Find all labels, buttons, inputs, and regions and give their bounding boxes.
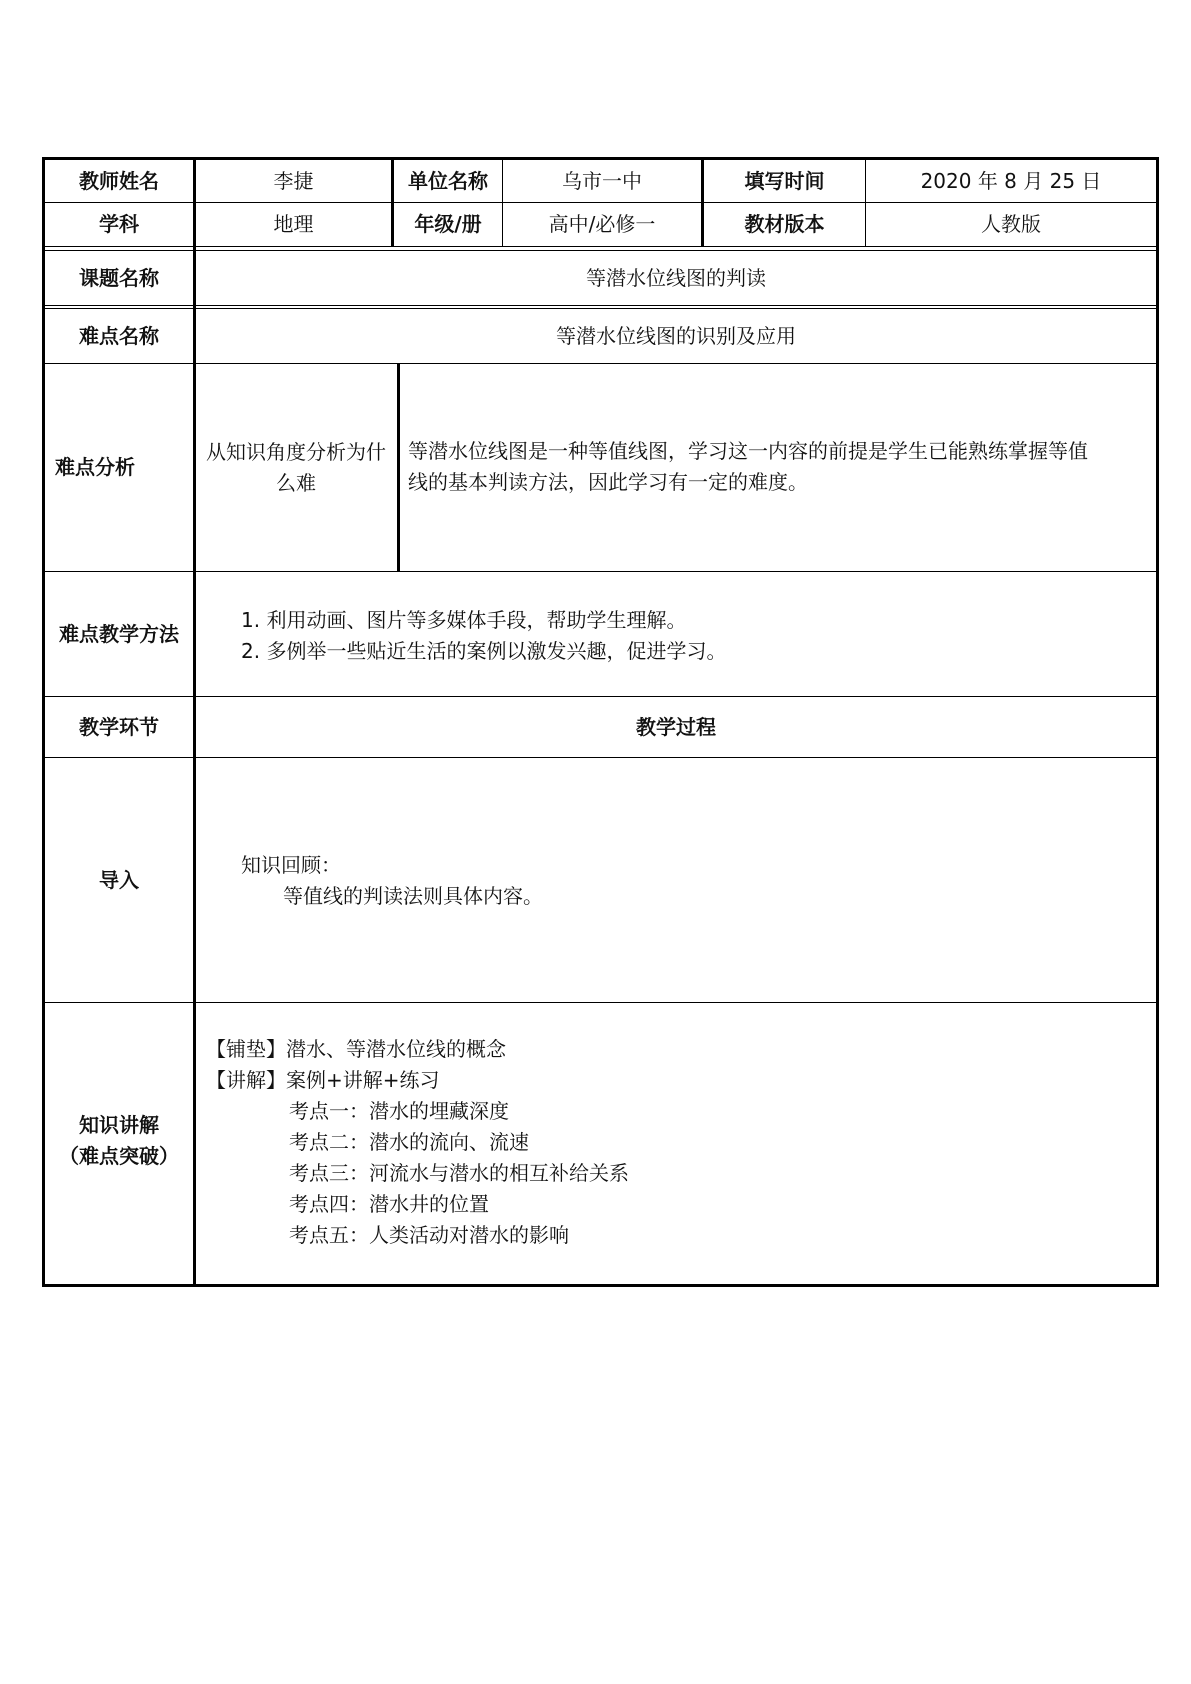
- subject-value: 地理: [273, 212, 314, 236]
- unit-name-label: 单位名称: [408, 168, 488, 193]
- subject-label: 学科: [99, 212, 139, 236]
- stage-column-header: 教学环节: [79, 714, 159, 739]
- teacher-name-value: 李捷: [273, 168, 314, 193]
- analysis-text-line: 等潜水位线图是一种等值线图，学习这一内容的前提是学生已能熟练掌握等值: [408, 439, 1088, 463]
- teacher-name-label: 教师姓名: [79, 168, 159, 193]
- analysis-column-divider: [397, 363, 400, 572]
- knowledge-line: 考点五：人类活动对潜水的影响: [289, 1223, 569, 1247]
- knowledge-label-line: （难点突破）: [59, 1144, 179, 1168]
- process-column-header: 教学过程: [636, 714, 716, 739]
- analysis-text-line: 线的基本判读方法，因此学习有一定的难度。: [408, 470, 808, 494]
- knowledge-line: 考点四：潜水井的位置: [289, 1192, 489, 1216]
- intro-line: 知识回顾：: [241, 853, 341, 877]
- row-divider: [42, 305, 1157, 306]
- difficulty-value: 等潜水位线图的识别及应用: [556, 323, 796, 348]
- knowledge-line: 考点二：潜水的流向、流速: [289, 1130, 529, 1154]
- fill-date-label: 填写时间: [744, 168, 825, 193]
- row-divider: [42, 571, 1157, 572]
- fill-date-value: 2020 年 8 月 25 日: [920, 168, 1102, 193]
- table-border-bottom: [42, 1284, 1157, 1287]
- textbook-value: 人教版: [981, 212, 1041, 236]
- topic-value: 等潜水位线图的判读: [586, 265, 766, 290]
- intro-line: 等值线的判读法则具体内容。: [283, 884, 543, 908]
- topic-label: 课题名称: [79, 265, 159, 290]
- method-item: 2. 多例举一些贴近生活的案例以激发兴趣，促进学习。: [241, 639, 727, 663]
- knowledge-line: 考点三：河流水与潜水的相互补给关系: [289, 1161, 629, 1185]
- analysis-label: 难点分析: [55, 455, 135, 479]
- table-border-right: [1156, 157, 1159, 1287]
- knowledge-line: 考点一：潜水的埋藏深度: [289, 1099, 509, 1123]
- knowledge-label-line: 知识讲解: [79, 1113, 159, 1137]
- method-label: 难点教学方法: [59, 621, 179, 646]
- row-divider: [42, 246, 1157, 247]
- method-item: 1. 利用动画、图片等多媒体手段，帮助学生理解。: [241, 608, 687, 632]
- textbook-label: 教材版本: [744, 212, 825, 236]
- knowledge-line: 【铺垫】潜水、等潜水位线的概念: [206, 1037, 506, 1061]
- row-divider: [42, 1002, 1157, 1003]
- row-divider: [42, 757, 1157, 758]
- difficulty-label: 难点名称: [79, 323, 159, 348]
- grade-value: 高中/必修一: [548, 212, 656, 236]
- intro-label: 导入: [99, 867, 139, 892]
- knowledge-line: 【讲解】案例+讲解+练习: [206, 1068, 440, 1092]
- grade-label: 年级/册: [414, 212, 482, 236]
- unit-name-value: 乌市一中: [562, 168, 642, 193]
- analysis-sub-label: 从知识角度分析为什么难: [206, 439, 386, 495]
